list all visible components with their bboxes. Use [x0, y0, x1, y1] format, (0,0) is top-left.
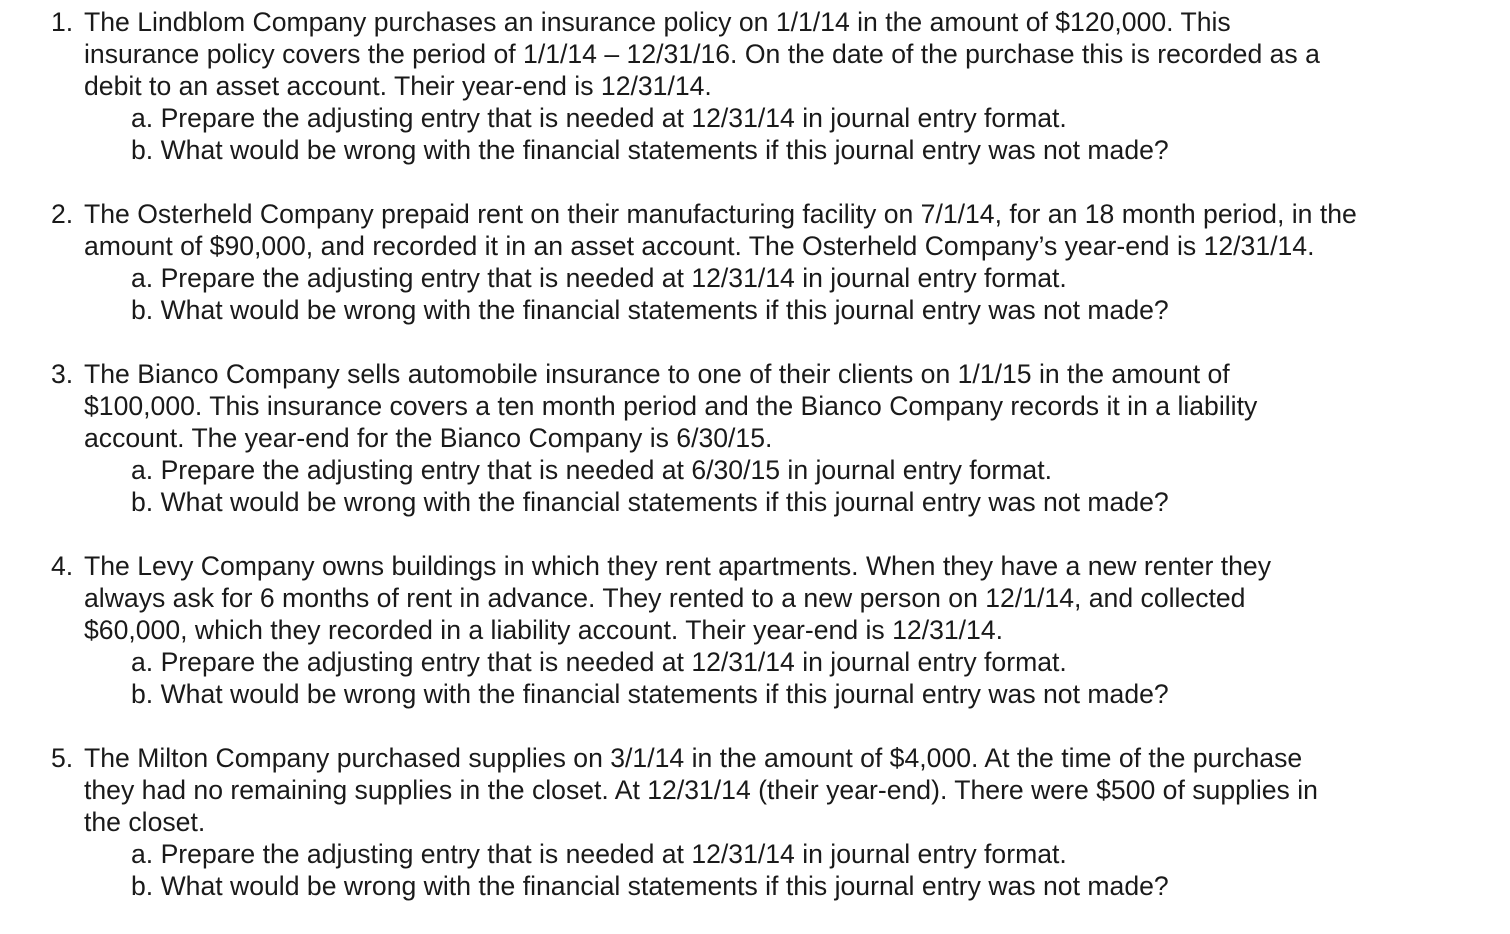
problem-text-line: The Lindblom Company purchases an insurance policy on 1/1/14 in the amount of $120,000. This: [84, 7, 1231, 37]
problem-text-line: debit to an asset account. Their year-end is 12/31/14.: [84, 71, 712, 101]
problem-text-line: the closet.: [84, 807, 206, 837]
problem-2: [0, 198, 1510, 326]
sub-question-b: b. What would be wrong with the financial statements if this journal entry was not made?: [131, 871, 1169, 901]
sub-question-a: a. Prepare the adjusting entry that is needed at 12/31/14 in journal entry format.: [131, 647, 1067, 677]
problem-number: 4.: [51, 551, 74, 581]
problem-text-line: $60,000, which they recorded in a liability account. Their year-end is 12/31/14.: [84, 615, 1004, 645]
problem-text-line: amount of $90,000, and recorded it in an asset account. The Osterheld Company’s year-end is 12/31/14.: [84, 231, 1315, 261]
sub-question-b: b. What would be wrong with the financial statements if this journal entry was not made?: [131, 487, 1169, 517]
problem-text-line: always ask for 6 months of rent in advance. They rented to a new person on 12/1/14, and collected: [84, 583, 1246, 613]
sub-question-a: a. Prepare the adjusting entry that is needed at 6/30/15 in journal entry format.: [131, 455, 1053, 485]
sub-question-a: a. Prepare the adjusting entry that is needed at 12/31/14 in journal entry format.: [131, 103, 1067, 133]
problem-number: 1.: [51, 7, 74, 37]
problem-text-line: $100,000. This insurance covers a ten month period and the Bianco Company records it in a liability: [84, 391, 1258, 421]
problem-document: [0, 6, 1510, 934]
problem-text-line: they had no remaining supplies in the closet. At 12/31/14 (their year-end). There were $500 of supplies in: [84, 775, 1318, 805]
problem-text-line: The Bianco Company sells automobile insurance to one of their clients on 1/1/15 in the amount of: [84, 359, 1230, 389]
sub-question-a: a. Prepare the adjusting entry that is needed at 12/31/14 in journal entry format.: [131, 839, 1067, 869]
problem-1: [0, 6, 1510, 166]
problem-number: 3.: [51, 359, 74, 389]
problem-5: [0, 742, 1510, 902]
sub-question-b: b. What would be wrong with the financial statements if this journal entry was not made?: [131, 295, 1169, 325]
sub-question-b: b. What would be wrong with the financial statements if this journal entry was not made?: [131, 135, 1169, 165]
sub-question-b: b. What would be wrong with the financial statements if this journal entry was not made?: [131, 679, 1169, 709]
problem-text-line: insurance policy covers the period of 1/1/14 – 12/31/16. On the date of the purchase this is recorded as a: [84, 39, 1320, 69]
problem-text-line: The Levy Company owns buildings in which they rent apartments. When they have a new renter they: [84, 551, 1272, 581]
problem-text-line: account. The year-end for the Bianco Company is 6/30/15.: [84, 423, 773, 453]
problem-3: [0, 358, 1510, 518]
problem-text-line: The Milton Company purchased supplies on 3/1/14 in the amount of $4,000. At the time of the purchase: [84, 743, 1303, 773]
problem-number: 5.: [51, 743, 74, 773]
problem-number: 2.: [51, 199, 74, 229]
sub-question-a: a. Prepare the adjusting entry that is needed at 12/31/14 in journal entry format.: [131, 263, 1067, 293]
problem-text-line: The Osterheld Company prepaid rent on their manufacturing facility on 7/1/14, for an 18 month period, in the: [84, 199, 1357, 229]
problem-4: [0, 550, 1510, 710]
